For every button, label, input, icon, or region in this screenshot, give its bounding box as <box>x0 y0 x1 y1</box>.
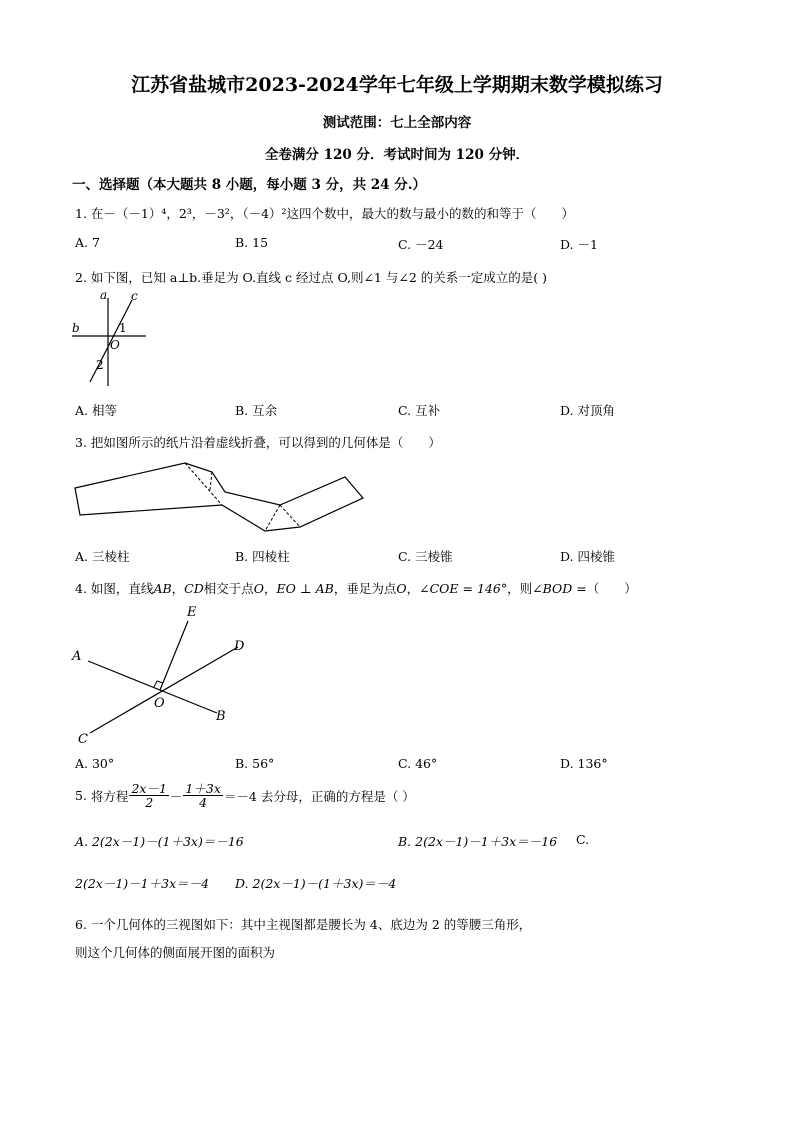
page-title: 江苏省盐城市2023-2024学年七年级上学期期末数学模拟练习 <box>131 74 663 96</box>
label-o: O <box>154 696 165 711</box>
option-d: D. 四棱锥 <box>560 549 616 564</box>
question-stem-line2: 则这个几何体的侧面展开图的面积为 <box>75 945 276 960</box>
option-d: D. －1 <box>560 237 598 252</box>
question-3 <box>75 433 441 451</box>
question-stem: 把如图所示的纸片沿着虚线折叠，可以得到的几何体是（ ） <box>90 435 441 450</box>
figure-perpendicular-lines <box>70 290 150 390</box>
stem-text: ， <box>171 581 185 596</box>
fold-line <box>280 505 300 527</box>
fraction-2 <box>183 782 222 809</box>
line-ab <box>88 661 217 713</box>
option-a: A. 相等 <box>75 403 117 418</box>
option-b: B. 2(2x－1)－1＋3x＝－16 <box>398 834 558 849</box>
stem-text: ，垂足为点 <box>333 581 397 596</box>
question-number: 5. <box>75 788 87 804</box>
label-angle-2: 2 <box>96 358 104 372</box>
question-number: 3. <box>75 435 87 450</box>
stem-text: ，则 <box>507 581 533 596</box>
question-number: 4. <box>75 581 87 596</box>
stem-text: ＝－4 去分母，正确的方程是（ ） <box>223 788 415 804</box>
question-2 <box>75 268 547 286</box>
question-4 <box>75 579 637 597</box>
question-number: 6. <box>75 917 87 932</box>
option-c-body: 2(2x－1)－1＋3x＝－4 <box>75 876 210 891</box>
perpendicular-expr: EO ⊥ AB <box>276 581 334 596</box>
fraction-1 <box>129 782 168 809</box>
label-c: C <box>78 732 88 747</box>
option-a: A. 三棱柱 <box>75 549 130 564</box>
stem-text: 相交于点 <box>203 581 254 596</box>
option-a: A. 2(2x－1)－(1＋3x)＝－16 <box>75 834 244 849</box>
fold-line <box>265 505 280 531</box>
denominator: 2 <box>145 795 154 811</box>
numerator: 1＋3x <box>185 781 221 796</box>
option-d: D. 对顶角 <box>560 403 616 418</box>
option-c: C. 互补 <box>398 403 441 418</box>
question-number: 1. <box>75 206 87 221</box>
stem-text: （ ） <box>586 581 637 596</box>
label-o: O <box>110 338 120 352</box>
option-c: C. 三棱锥 <box>398 549 453 564</box>
stem-text: 将方程 <box>90 788 129 804</box>
question-number: 2. <box>75 270 87 285</box>
option-b: B. 56° <box>235 756 275 771</box>
exam-info: 全卷满分 120 分．考试时间为 120 分钟． <box>264 147 530 163</box>
ray-oe <box>160 621 188 690</box>
option-a: A. 30° <box>75 756 115 771</box>
question-1 <box>75 204 574 222</box>
question-5 <box>75 782 415 809</box>
numerator: 2x－1 <box>131 781 167 796</box>
minus-sign: － <box>169 788 183 804</box>
net-outline <box>75 463 363 531</box>
label-b: b <box>72 321 80 335</box>
question-stem-line1: 一个几何体的三视图如下：其中主视图都是腰长为 4、底边为 2 的等腰三角形， <box>90 917 532 932</box>
option-d: D. 136° <box>560 756 608 771</box>
section-heading: 一、选择题（本大题共 8 小题，每小题 3 分，共 24 分.） <box>72 177 426 193</box>
stem-text: ， <box>406 581 420 596</box>
question-stem: 在－（－1）⁴，2³，－3²，（－4）²这四个数中，最大的数与最小的数的和等于（ ） <box>90 206 575 221</box>
angle-bod-expr: ∠BOD = <box>532 581 587 596</box>
option-c-label: C. <box>576 832 590 847</box>
option-b: B. 15 <box>235 235 269 250</box>
option-c: C. －24 <box>398 237 444 252</box>
label-a: a <box>100 288 108 302</box>
option-d: D. 2(2x－1)－(1＋3x)＝－4 <box>235 876 397 891</box>
line-cd: CD <box>184 581 204 596</box>
figure-intersecting-lines <box>70 603 260 748</box>
label-a: A <box>72 649 82 664</box>
option-c: C. 46° <box>398 756 438 771</box>
question-stem: 如下图，已知 a⊥b.垂足为 O.直线 c 经过点 O,则∠1 与∠2 的关系一定成立的是( ) <box>90 270 547 285</box>
angle-coe-expr: ∠COE = 146° <box>419 581 508 596</box>
stem-text: ， <box>264 581 277 596</box>
label-e: E <box>187 605 197 620</box>
stem-text: 如图，直线 <box>90 581 154 596</box>
label-d: D <box>234 639 245 654</box>
label-c: c <box>131 289 138 303</box>
option-b: B. 互余 <box>235 403 278 418</box>
point-o: O <box>396 581 407 596</box>
figure-paper-net <box>70 460 300 535</box>
question-6 <box>75 915 531 933</box>
point-o: O <box>253 581 265 596</box>
option-b: B. 四棱柱 <box>235 549 290 564</box>
fold-line <box>210 472 212 490</box>
line-ab: AB <box>153 581 172 596</box>
option-a: A. 7 <box>75 235 100 250</box>
label-angle-1: 1 <box>119 321 127 335</box>
denominator: 4 <box>199 795 208 811</box>
label-b: B <box>216 709 226 724</box>
test-scope: 测试范围：七上全部内容 <box>322 115 472 131</box>
